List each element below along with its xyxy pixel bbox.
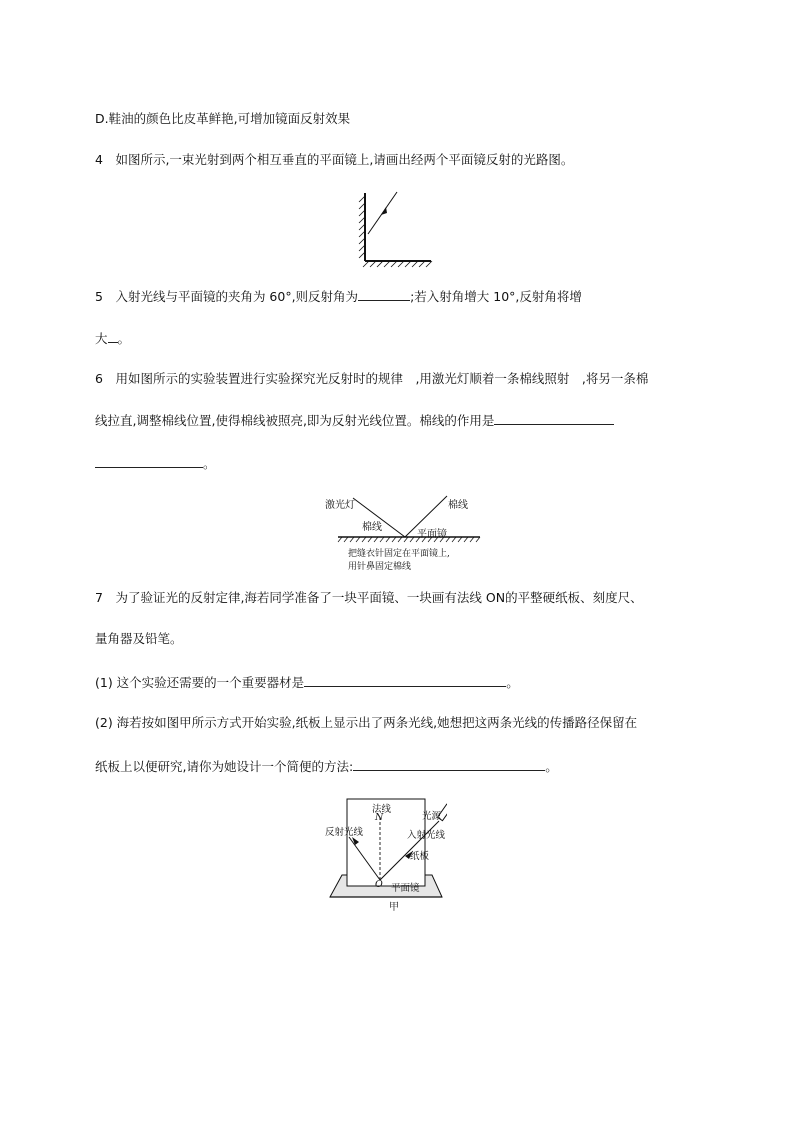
o-label: O bbox=[375, 879, 383, 890]
question-5-end: 。 bbox=[117, 331, 131, 346]
option-d-text: D.鞋油的颜色比皮革鲜艳,可增加镜面反射效果 bbox=[95, 111, 351, 126]
mirror-label: 平面镜 bbox=[417, 529, 447, 540]
question-4-text: 4 如图所示,一束光射到两个相互垂直的平面镜上,请画出经两个平面镜反射的光路图。 bbox=[95, 152, 574, 167]
question-7-part-1 bbox=[95, 674, 519, 691]
caption-line-2: 用针鼻固定棉线 bbox=[348, 562, 412, 572]
normal-label: 法线 bbox=[372, 804, 392, 815]
n-label: N bbox=[375, 812, 384, 823]
question-7-part-2-end: 。 bbox=[545, 759, 558, 774]
caption-line-1: 把缝衣针固定在平面镜上, bbox=[348, 549, 450, 559]
question-7-part-2-text-a: (2) 海若按如图甲所示方式开始实验,纸板上显示出了两条光线,她想把这两条光线的传播路径保留在 bbox=[95, 715, 638, 730]
thread-label-left: 棉线 bbox=[362, 522, 382, 533]
incident-ray-arrow-icon bbox=[381, 207, 387, 215]
answer-blank-7-2[interactable] bbox=[353, 758, 545, 771]
question-7-part-2-line-2 bbox=[95, 758, 558, 775]
question-6-line-3 bbox=[95, 455, 216, 472]
question-7-figure bbox=[322, 793, 447, 913]
light-source-label: 光源 bbox=[422, 811, 442, 822]
question-6-figure bbox=[320, 490, 490, 575]
thread-label-right: 棉线 bbox=[448, 500, 468, 511]
mirror-label: 平面镜 bbox=[391, 883, 420, 894]
question-7-part-1-end: 。 bbox=[506, 675, 519, 690]
answer-blank-5a[interactable] bbox=[358, 288, 410, 301]
question-6-text-b: 线拉直,调整棉线位置,使得棉线被照亮,即为反射光线位置。棉线的作用是 bbox=[95, 413, 495, 428]
reflected-ray-label: 反射光线 bbox=[325, 827, 364, 838]
question-6-end: 。 bbox=[203, 456, 216, 471]
question-7-part-1-text: (1) 这个实验还需要的一个重要器材是 bbox=[95, 675, 305, 690]
laser-label: 激光灯 bbox=[325, 500, 355, 511]
question-4-figure bbox=[355, 188, 435, 268]
question-5-line-1 bbox=[95, 288, 582, 305]
question-5-text-a: 5 入射光线与平面镜的夹角为 60°,则反射角为 bbox=[95, 289, 359, 304]
question-5-text-c: 大 bbox=[95, 331, 108, 346]
question-5-line-2 bbox=[95, 330, 130, 347]
question-6-text-a: 6 用如图所示的实验装置进行实验探究光反射时的规律 ,用激光灯顺着一条棉线照射 ,将另一条棉 bbox=[95, 371, 649, 386]
incident-ray-label: 入射光线 bbox=[407, 830, 446, 841]
figure-caption: 甲 bbox=[389, 902, 399, 913]
answer-blank-6b[interactable] bbox=[95, 455, 203, 468]
question-7-text-a: 7 为了验证光的反射定律,海若同学准备了一块平面镜、一块画有法线 ON的平整硬纸板、刻度尺、 bbox=[95, 590, 643, 605]
question-5-text-b: ;若入射角增大 10°,反射角将增 bbox=[410, 289, 582, 304]
board-label: 纸板 bbox=[410, 851, 430, 862]
question-6-line-2 bbox=[95, 412, 614, 429]
answer-blank-6a[interactable] bbox=[494, 412, 614, 425]
answer-blank-7-1[interactable] bbox=[304, 674, 506, 687]
question-7-text-b: 量角器及铅笔。 bbox=[95, 631, 183, 646]
answer-blank-5b[interactable] bbox=[108, 330, 118, 343]
question-7-part-2-text-b: 纸板上以便研究,请你为她设计一个简便的方法: bbox=[95, 759, 354, 774]
